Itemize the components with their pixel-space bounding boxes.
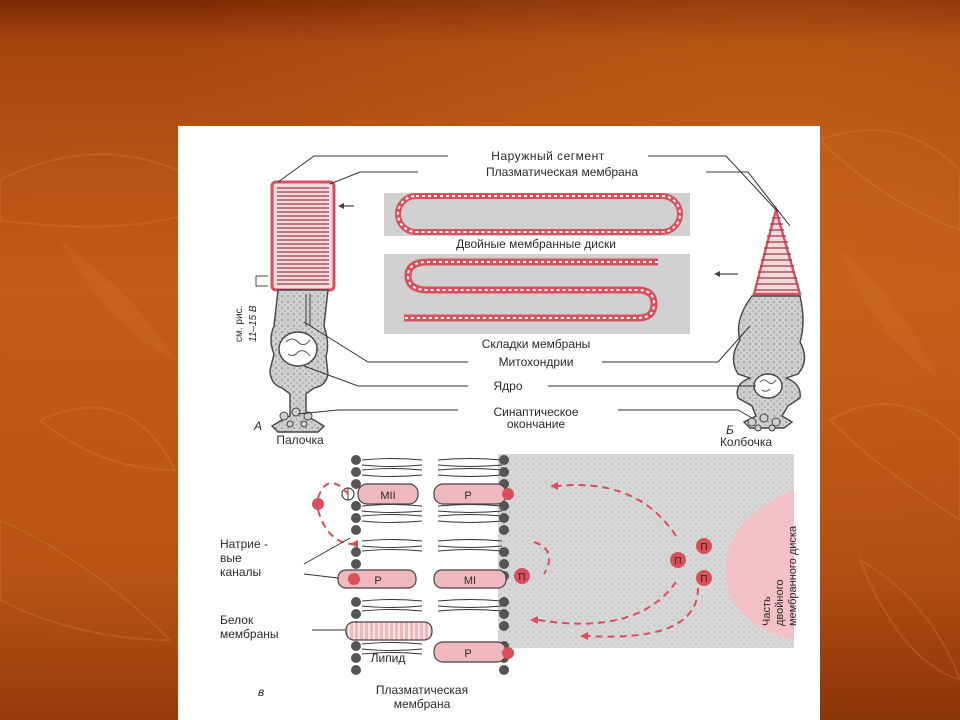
- label-plasma-membrane: Плазматическая мембрана: [485, 165, 639, 179]
- label-disc-part-line2: двойного: [774, 579, 786, 626]
- label-panel-v: в: [258, 685, 265, 699]
- cone-inner-segment: [733, 296, 804, 428]
- p-marker-label-1: П: [700, 542, 708, 553]
- cone-outer-segment: [754, 210, 800, 294]
- p-marker-label-2: П: [674, 556, 682, 567]
- label-lipid: Липид: [370, 651, 406, 665]
- label-disc-part-line3: мембранного диска: [787, 525, 799, 626]
- membrane-panel: [304, 454, 794, 675]
- label-membrane-protein-line1: Белок: [220, 613, 254, 627]
- label-see-figure-line2: 11–15 В: [248, 305, 259, 342]
- protein-mi-label: MI: [463, 575, 477, 587]
- label-membrane-protein-line2: мембраны: [220, 627, 279, 641]
- label-sodium-channels-line3: каналы: [220, 565, 262, 579]
- protein-p-middle-label: Р: [374, 575, 382, 587]
- protein-mii: [358, 484, 418, 504]
- protein-p-top: [434, 484, 506, 504]
- protein-p-bottom-label: Р: [464, 648, 472, 660]
- cone-nucleus: [754, 374, 782, 398]
- label-synaptic-terminal-line2: окончание: [506, 417, 566, 431]
- label-double-membrane-discs: Двойные мембранные диски: [456, 237, 616, 251]
- label-nucleus: Ядро: [493, 379, 523, 393]
- label-outer-segment: Наружный сегмент: [491, 149, 605, 163]
- p-marker-label-4: П: [518, 572, 526, 583]
- photoreceptor-diagram: [178, 126, 820, 720]
- rod-cell: [256, 182, 354, 432]
- protein-p-top-label: Р: [464, 490, 472, 502]
- label-plasma-membrane-bottom-line1: Плазматическая: [375, 683, 469, 697]
- label-disc-part-line1: Часть: [761, 596, 773, 626]
- label-mitochondria: Митохондрии: [498, 355, 574, 369]
- label-sodium-channels-line2: вые: [220, 551, 242, 565]
- label-rod: Палочка: [276, 433, 324, 447]
- protein-mii-label: MII: [380, 490, 396, 502]
- label-panel-b: Б: [726, 423, 734, 437]
- label-membrane-folds: Складки мембраны: [481, 337, 591, 351]
- label-cone: Колбочка: [719, 435, 773, 449]
- inset-membrane-folds: [384, 254, 690, 334]
- rod-nucleus: [279, 332, 317, 366]
- label-see-figure-line1: см. рис.: [234, 305, 245, 342]
- label-synaptic-terminal-line1: Синаптическое: [493, 405, 579, 419]
- protein-mi: [434, 570, 506, 588]
- label-plasma-membrane-bottom-line2: мембрана: [393, 697, 451, 711]
- label-sodium-channels-line1: Натрие -: [220, 537, 268, 551]
- cone-cell: [714, 210, 805, 431]
- protein-p-bottom: [434, 642, 506, 662]
- figure-panel: [178, 126, 820, 720]
- membrane-protein: [346, 622, 432, 640]
- p-marker-label-3: П: [700, 574, 708, 585]
- inset-double-discs: [384, 193, 690, 236]
- label-panel-a: А: [254, 419, 263, 433]
